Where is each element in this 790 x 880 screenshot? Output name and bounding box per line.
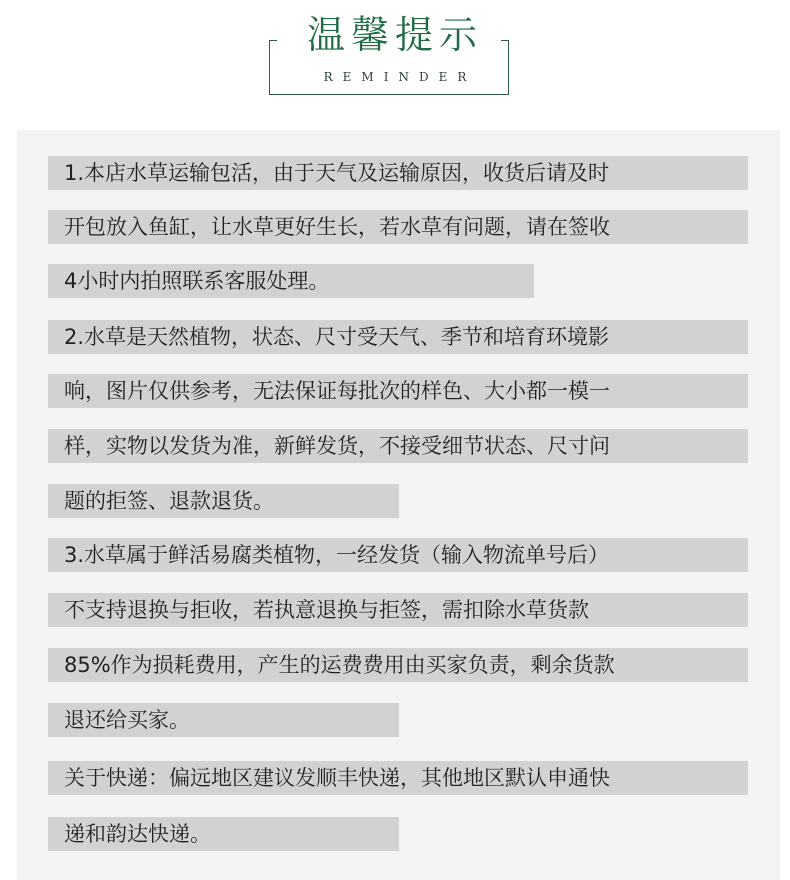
notice-line: 2.水草是天然植物，状态、尺寸受天气、季节和培育环境影 (48, 320, 748, 354)
page-subtitle: REMINDER (323, 70, 477, 84)
notice-line: 3.水草属于鲜活易腐类植物，一经发货（输入物流单号后） (48, 538, 748, 572)
notice-line: 开包放入鱼缸，让水草更好生长，若水草有问题，请在签收 (48, 210, 748, 244)
notice-line: 递和韵达快递。 (48, 817, 399, 851)
notice-line: 退还给买家。 (48, 703, 399, 737)
notice-line: 4小时内拍照联系客服处理。 (48, 264, 534, 298)
notice-line: 样，实物以发货为准，新鲜发货，不接受细节状态、尺寸问 (48, 429, 748, 463)
notice-line: 题的拒签、退款退货。 (48, 484, 399, 518)
notice-line: 85%作为损耗费用，产生的运费费用由买家负责，剩余货款 (48, 648, 748, 682)
page-title: 温馨提示 (306, 13, 483, 57)
reminder-header (0, 0, 790, 130)
notice-line: 响，图片仅供参考，无法保证每批次的样色、大小都一模一 (48, 374, 748, 408)
notice-line: 1.本店水草运输包活，由于天气及运输原因，收货后请及时 (48, 156, 748, 190)
notice-line: 不支持退换与拒收，若执意退换与拒签，需扣除水草货款 (48, 593, 748, 627)
notice-line: 关于快递：偏远地区建议发顺丰快递，其他地区默认申通快 (48, 761, 748, 795)
